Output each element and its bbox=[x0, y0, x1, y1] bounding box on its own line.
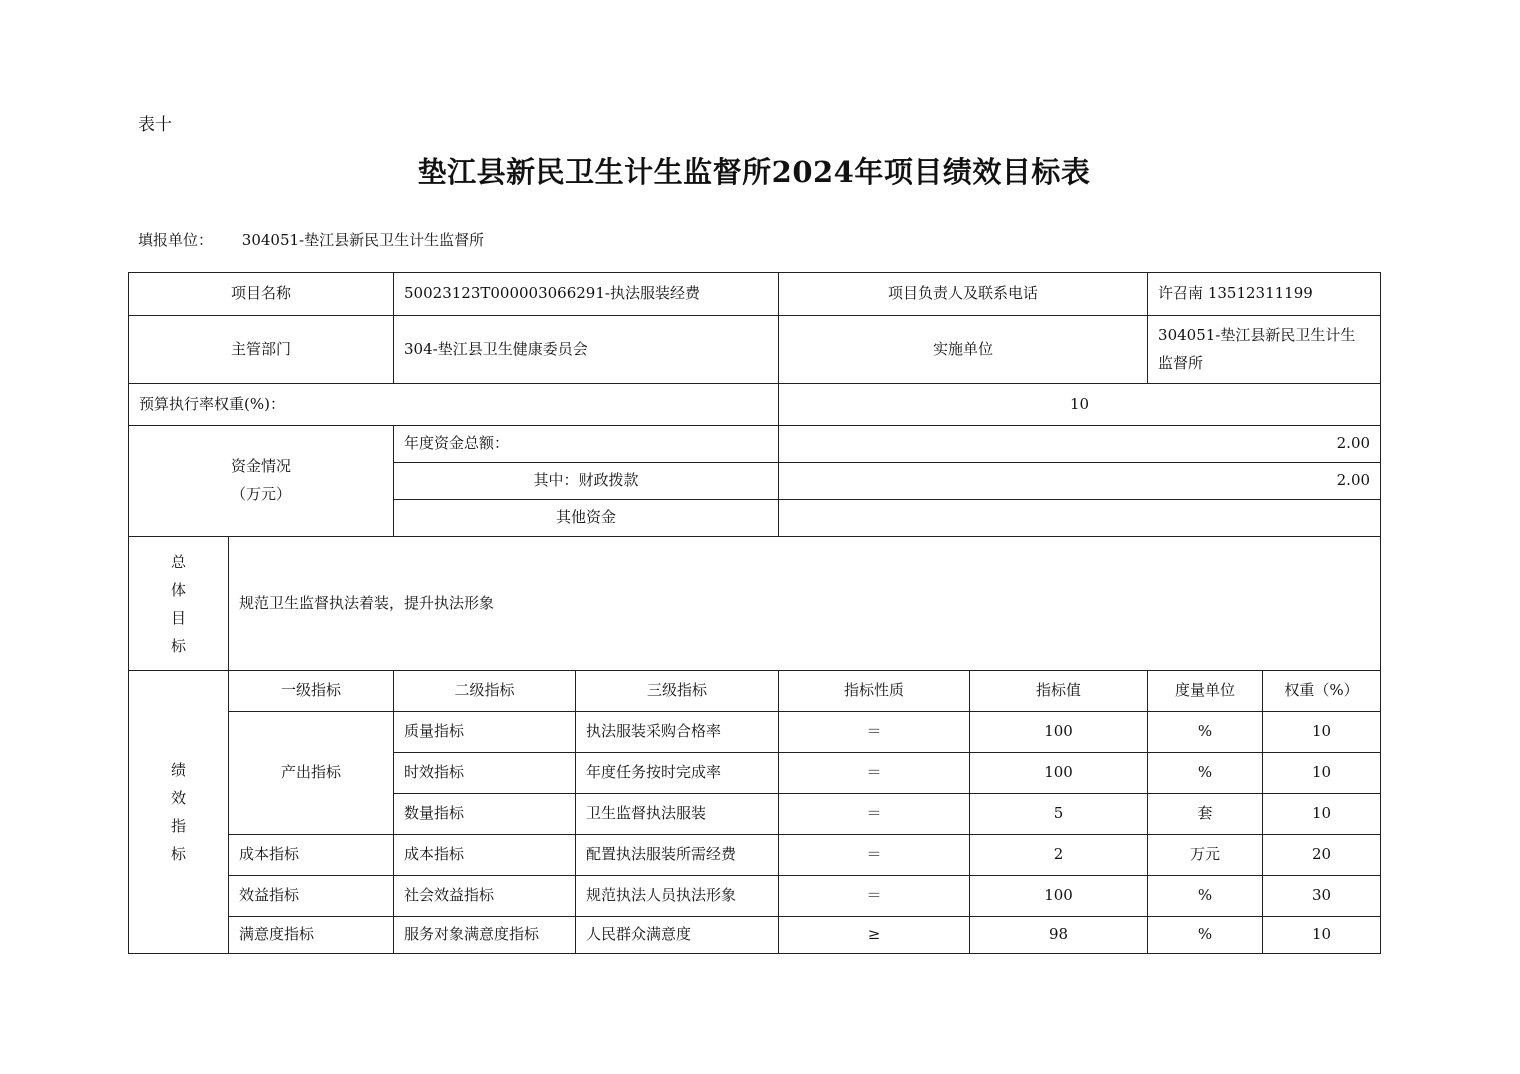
weight-cell: 10 bbox=[1263, 753, 1381, 794]
level3-cell: 配置执法服装所需经费 bbox=[576, 835, 779, 876]
value-cell: 100 bbox=[970, 876, 1148, 917]
level1-cell: 满意度指标 bbox=[229, 917, 394, 954]
value-cell: 100 bbox=[970, 712, 1148, 753]
value-cell: 100 bbox=[970, 753, 1148, 794]
weight-cell: 10 bbox=[1263, 794, 1381, 835]
goal-char: 体 bbox=[170, 580, 186, 599]
funds-label-line2: （万元） bbox=[231, 485, 292, 503]
funds-other-label: 其他资金 bbox=[394, 500, 779, 537]
nature-cell: ＝ bbox=[779, 876, 970, 917]
unit-cell: % bbox=[1148, 876, 1263, 917]
reporting-unit-label: 填报单位： bbox=[138, 231, 214, 249]
overall-goal-row bbox=[129, 537, 1381, 671]
level2-cell: 质量指标 bbox=[394, 712, 576, 753]
level3-cell: 年度任务按时完成率 bbox=[576, 753, 779, 794]
goal-char: 目 bbox=[170, 608, 186, 627]
nature-cell: ≥ bbox=[779, 917, 970, 954]
weight-cell: 30 bbox=[1263, 876, 1381, 917]
indicator-header-row bbox=[129, 671, 1381, 712]
level2-cell: 数量指标 bbox=[394, 794, 576, 835]
unit-cell: % bbox=[1148, 753, 1263, 794]
reporting-unit-value: 304051-垫江县新民卫生计生监督所 bbox=[241, 231, 485, 249]
level3-cell: 卫生监督执法服装 bbox=[576, 794, 779, 835]
funds-total-label: 年度资金总额： bbox=[394, 426, 779, 463]
table-row bbox=[129, 917, 1381, 954]
table-number: 表十 bbox=[138, 115, 172, 135]
table-row bbox=[129, 712, 1381, 753]
table-row bbox=[129, 835, 1381, 876]
unit-cell: % bbox=[1148, 712, 1263, 753]
level3-cell: 人民群众满意度 bbox=[576, 917, 779, 954]
indicators-char: 指 bbox=[170, 817, 186, 835]
output-indicator-label: 产出指标 bbox=[229, 712, 394, 835]
weight-cell: 10 bbox=[1263, 917, 1381, 954]
weight-cell: 10 bbox=[1263, 712, 1381, 753]
indicators-char: 绩 bbox=[170, 761, 186, 779]
value-cell: 98 bbox=[970, 917, 1148, 954]
goal-char: 总 bbox=[170, 552, 186, 571]
project-name-label: 项目名称 bbox=[129, 273, 394, 316]
indicators-char: 标 bbox=[170, 845, 186, 863]
unit-cell: 万元 bbox=[1148, 835, 1263, 876]
level1-cell: 效益指标 bbox=[229, 876, 394, 917]
level3-cell: 规范执法人员执法形象 bbox=[576, 876, 779, 917]
budget-weight-label: 预算执行率权重(%)： bbox=[129, 384, 779, 426]
level2-cell: 社会效益指标 bbox=[394, 876, 576, 917]
level3-cell: 执法服装采购合格率 bbox=[576, 712, 779, 753]
nature-cell: ＝ bbox=[779, 835, 970, 876]
project-leader-label: 项目负责人及联系电话 bbox=[779, 273, 1148, 316]
header-level3: 三级指标 bbox=[576, 671, 779, 712]
document-title: 垫江县新民卫生计生监督所2024年项目绩效目标表 bbox=[417, 155, 1091, 189]
dept-label: 主管部门 bbox=[129, 316, 394, 384]
nature-cell: ＝ bbox=[779, 712, 970, 753]
weight-cell: 20 bbox=[1263, 835, 1381, 876]
project-leader-value: 许召南 13512311199 bbox=[1148, 273, 1381, 316]
header-level2: 二级指标 bbox=[394, 671, 576, 712]
nature-cell: ＝ bbox=[779, 794, 970, 835]
impl-unit-value: 304051-垫江县新民卫生计生监督所 bbox=[1148, 316, 1381, 384]
header-nature: 指标性质 bbox=[779, 671, 970, 712]
level2-cell: 成本指标 bbox=[394, 835, 576, 876]
funds-label-line1: 资金情况 bbox=[231, 457, 292, 476]
funds-total-row bbox=[129, 426, 1381, 463]
project-name-row bbox=[129, 273, 1381, 316]
level2-cell: 时效指标 bbox=[394, 753, 576, 794]
indicators-label bbox=[129, 671, 229, 954]
header-level1: 一级指标 bbox=[229, 671, 394, 712]
funds-label bbox=[129, 426, 394, 537]
funds-fiscal-value: 2.00 bbox=[779, 463, 1381, 500]
project-name-value: 50023123T000003066291-执法服装经费 bbox=[394, 273, 779, 316]
header-weight: 权重（%） bbox=[1263, 671, 1381, 712]
indicators-char: 效 bbox=[170, 789, 186, 807]
budget-weight-value: 10 bbox=[779, 384, 1381, 426]
funds-total-value: 2.00 bbox=[779, 426, 1381, 463]
funds-other-value bbox=[779, 500, 1381, 537]
performance-target-table bbox=[128, 272, 1381, 954]
table-row bbox=[129, 876, 1381, 917]
unit-cell: % bbox=[1148, 917, 1263, 954]
department-row bbox=[129, 316, 1381, 384]
value-cell: 2 bbox=[970, 835, 1148, 876]
budget-weight-row bbox=[129, 384, 1381, 426]
overall-goal-text: 规范卫生监督执法着装，提升执法形象 bbox=[229, 537, 1381, 671]
funds-fiscal-label: 其中：财政拨款 bbox=[394, 463, 779, 500]
impl-unit-label: 实施单位 bbox=[779, 316, 1148, 384]
level2-cell: 服务对象满意度指标 bbox=[394, 917, 576, 954]
nature-cell: ＝ bbox=[779, 753, 970, 794]
overall-goal-label bbox=[129, 537, 229, 671]
header-unit: 度量单位 bbox=[1148, 671, 1263, 712]
unit-cell: 套 bbox=[1148, 794, 1263, 835]
value-cell: 5 bbox=[970, 794, 1148, 835]
level1-cell: 成本指标 bbox=[229, 835, 394, 876]
goal-char: 标 bbox=[170, 636, 186, 655]
reporting-unit bbox=[138, 229, 484, 250]
dept-value: 304-垫江县卫生健康委员会 bbox=[394, 316, 779, 384]
header-value: 指标值 bbox=[970, 671, 1148, 712]
